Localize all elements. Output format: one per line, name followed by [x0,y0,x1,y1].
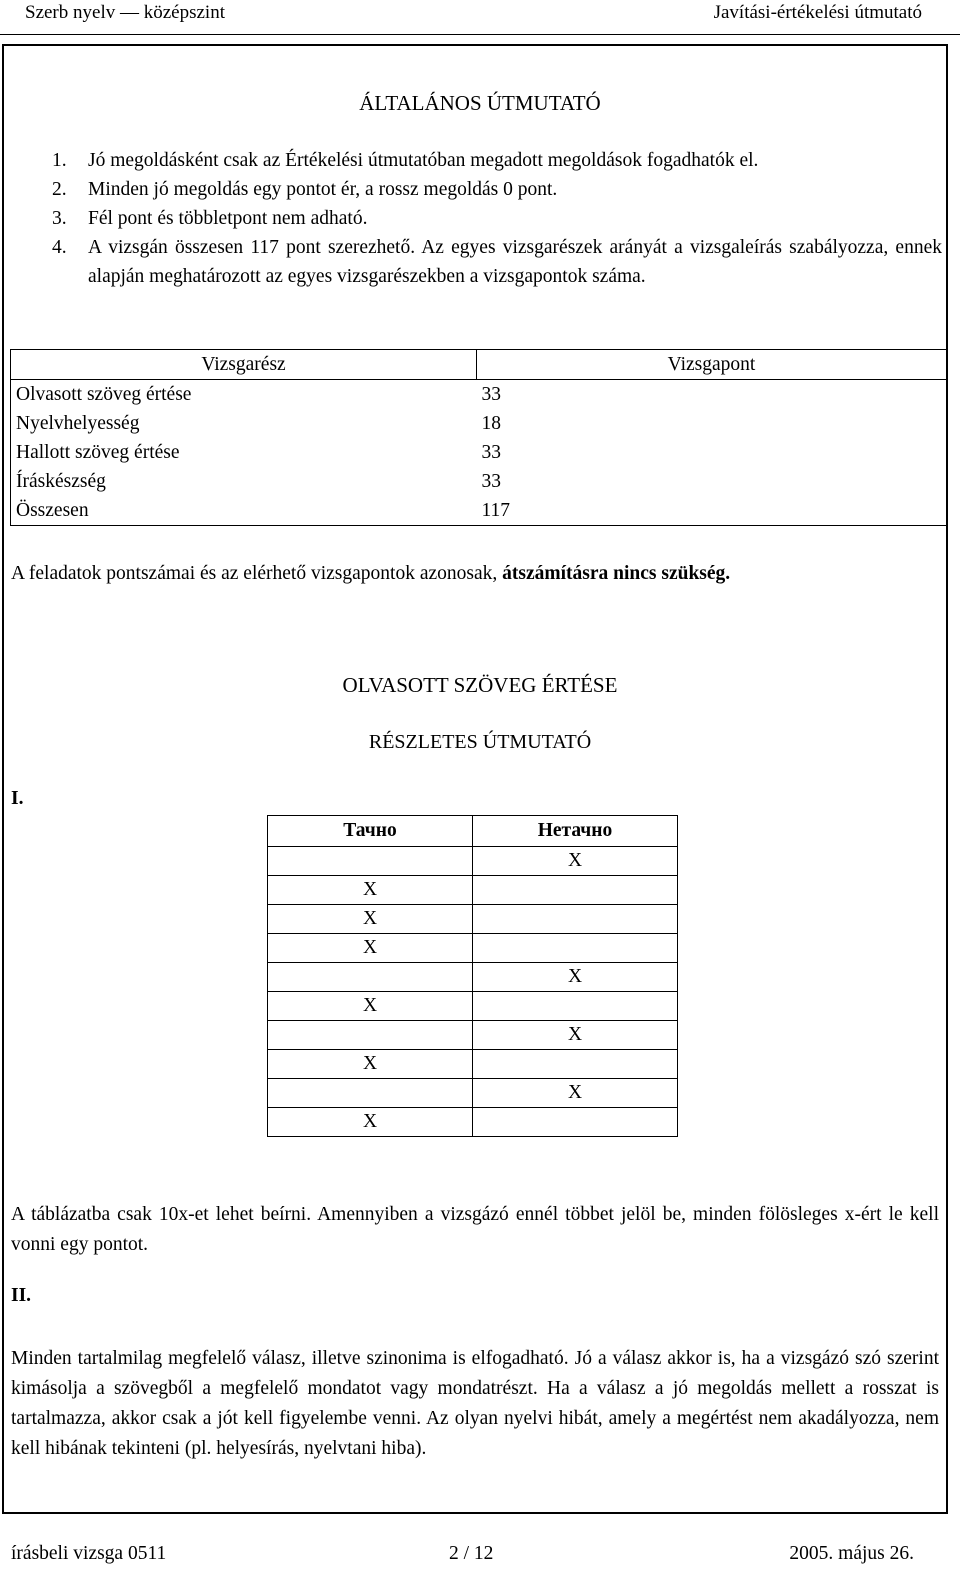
table-row: X [268,847,678,876]
exam-parts-table [10,349,947,526]
rule-item: 1. Jó megoldásként csak az Értékelési útmutatóban megadott megoldások fogadhatók el. [52,150,759,171]
table-header-row [268,816,678,847]
table-row: Nyelvhelyesség 18 [11,409,947,438]
general-title: ÁLTALÁNOS ÚTMUTATÓ [359,91,601,115]
conversion-note: A feladatok pontszámai és az elérhető vizsgapontok azonosak, átszámításra nincs szükség. [11,563,731,584]
section-title: OLVASOTT SZÖVEG ÉRTÉSE [342,673,618,697]
header-doc-type: Javítási-értékelési útmutató [713,2,922,23]
table-header-row [11,350,947,380]
table-row: X [268,1021,678,1050]
table-row: X [268,934,678,963]
table-row: X [268,1050,678,1079]
part-1-note: A táblázatba csak 10x-et lehet beírni. Amennyiben a vizsgázó ennél többet jelöl be, minden fölösleges x-ért le kell vonni egy pontot. [11,1204,939,1255]
part-2-label: II. [11,1285,32,1306]
table-row: X [268,905,678,934]
footer-exam-code: írásbeli vizsga 0511 [11,1543,167,1564]
part-1-label: I. [11,788,24,809]
true-false-table [267,815,678,1137]
column-header-true: Тачно [268,816,473,847]
table-row: X [268,1079,678,1108]
rule-item: 4. A vizsgán összesen 117 pont szerezhető. Az egyes vizsgarészek arányát a vizsgaleírás szabályozza, ennek alapján meghatározott az egyes vizsgarészekben a vizsgapontok száma. [52,237,942,287]
footer-page-number: 2 / 12 [449,1543,494,1564]
table-total-row: Összesen 117 [11,496,947,526]
part-2-text: Minden tartalmilag megfelelő válasz, illetve szinonima is elfogadható. Jó a válasz akkor is, ha a vizsgázó szó szerint kimásolja a szövegből a megfelelő mondatot vagy mondatrészt. Ha a válasz a jó megoldás mellett a rosszat is tartalmazza, akkor csak a jót kell figyelembe venni. Az olyan nyelvi hibát, amely a megértést nem akadályozza, nem kell hibának tekinteni (pl. helyesírás, nyelvtani hiba). [11,1348,939,1459]
table-row: X [268,963,678,992]
column-header-false: Нетачно [473,816,678,847]
table-row: Íráskészség 33 [11,467,947,496]
column-header-part: Vizsgarész [11,350,477,380]
table-row: Hallott szöveg értése 33 [11,438,947,467]
footer-date: 2005. május 26. [789,1543,914,1564]
header-rule [0,34,960,35]
table-row: Olvasott szöveg értése 33 [11,380,947,410]
rule-item: 3. Fél pont és többletpont nem adható. [52,208,368,229]
table-row: X [268,992,678,1021]
header-subject: Szerb nyelv — középszint [25,2,225,23]
rule-item: 2. Minden jó megoldás egy pontot ér, a rossz megoldás 0 pont. [52,179,558,200]
column-header-points: Vizsgapont [477,350,947,380]
section-subtitle: RÉSZLETES ÚTMUTATÓ [368,731,592,753]
table-row: X [268,1108,678,1137]
table-row: X [268,876,678,905]
general-rules-list [52,146,942,291]
